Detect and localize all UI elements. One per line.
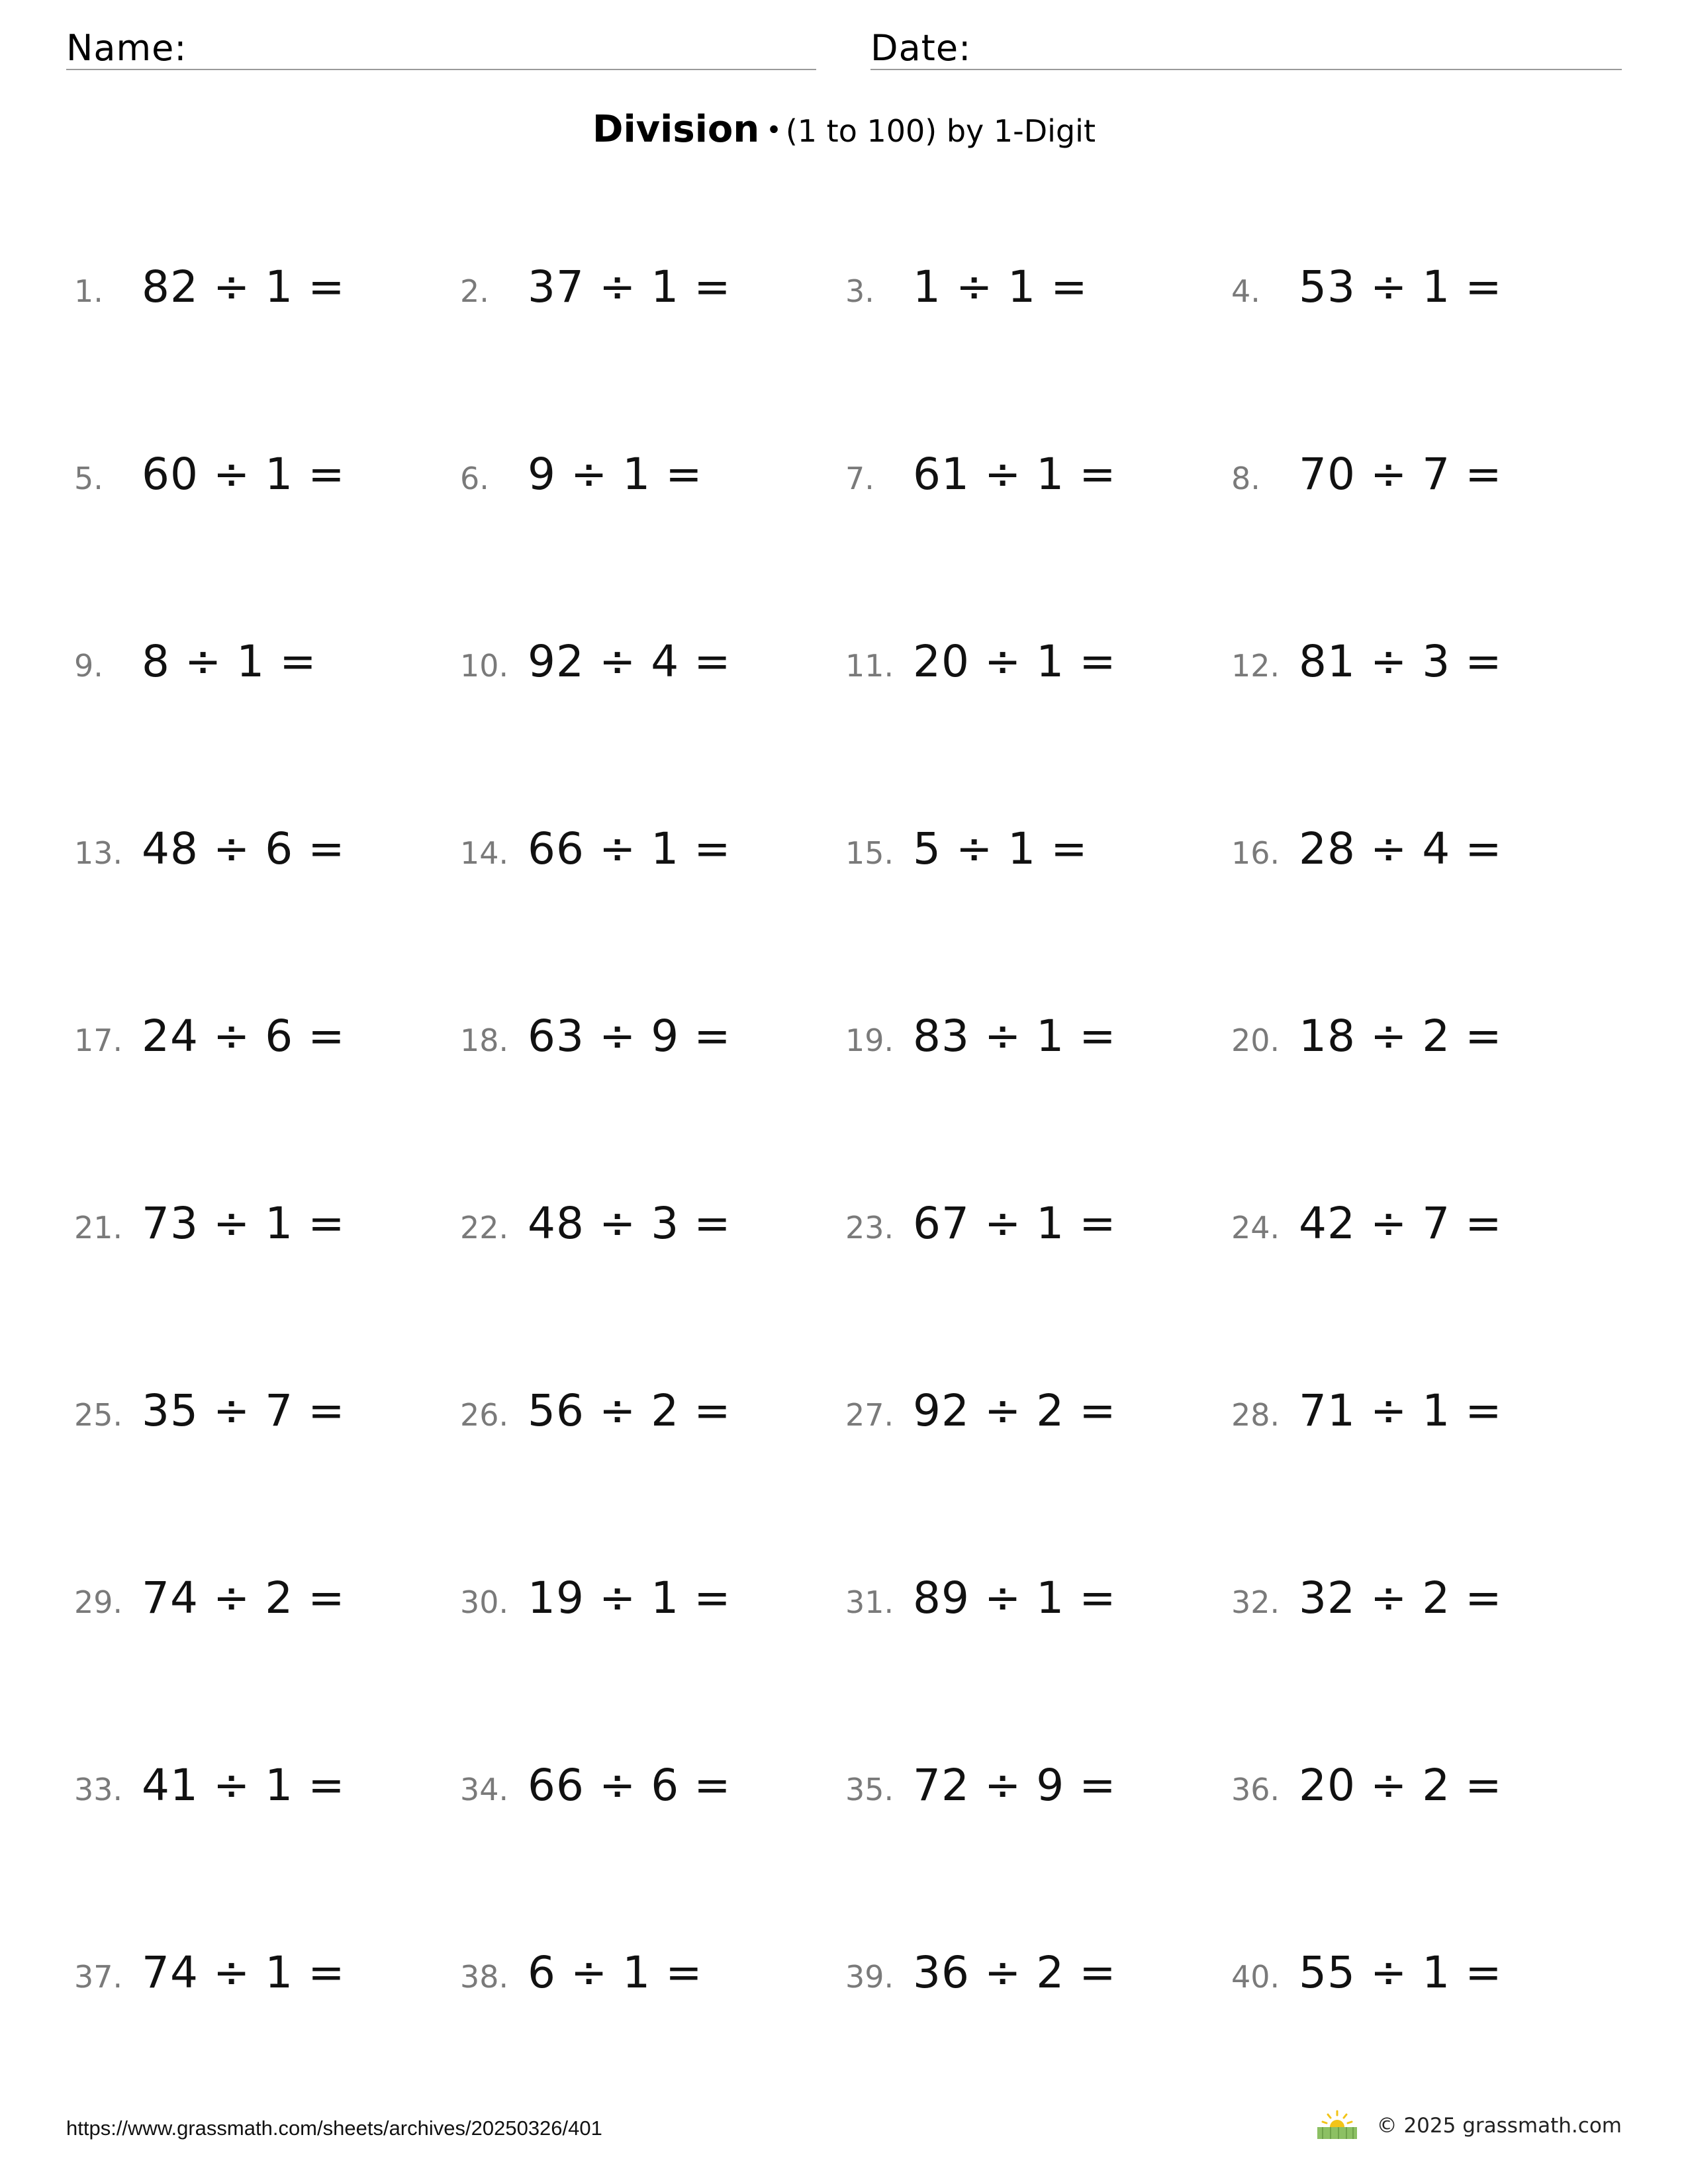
- problem-expression: 66 ÷ 1 =: [528, 823, 731, 874]
- problem-expression: 32 ÷ 2 =: [1299, 1572, 1503, 1623]
- problem-expression: 5 ÷ 1 =: [913, 823, 1088, 874]
- problem-expression: 83 ÷ 1 =: [913, 1011, 1117, 1062]
- problem-expression: 42 ÷ 7 =: [1299, 1198, 1503, 1249]
- problem-expression: 8 ÷ 1 =: [142, 636, 317, 687]
- problem-item: [845, 261, 1088, 328]
- problem-item: [1231, 1385, 1503, 1451]
- problem-number: 35.: [845, 1772, 894, 1807]
- problem-item: [845, 1947, 1117, 2013]
- problem-item: [1231, 1572, 1503, 1639]
- problem-number: 22.: [460, 1210, 509, 1246]
- problem-item: [1231, 1947, 1503, 2013]
- problem-expression: 53 ÷ 1 =: [1299, 261, 1503, 312]
- problem-item: [74, 636, 317, 702]
- problem-number: 32.: [1231, 1584, 1280, 1620]
- problem-expression: 48 ÷ 6 =: [142, 823, 346, 874]
- problem-expression: 74 ÷ 1 =: [142, 1947, 346, 1998]
- problem-item: [460, 1198, 731, 1264]
- problem-number: 40.: [1231, 1959, 1280, 1995]
- problem-item: [845, 1385, 1117, 1451]
- problem-item: [1231, 1011, 1503, 1077]
- problem-item: [1231, 1760, 1503, 1826]
- problem-expression: 1 ÷ 1 =: [913, 261, 1088, 312]
- problem-expression: 82 ÷ 1 =: [142, 261, 346, 312]
- problem-item: [845, 1198, 1117, 1264]
- problem-expression: 28 ÷ 4 =: [1299, 823, 1503, 874]
- problem-number: 5.: [74, 461, 103, 496]
- title-separator: •: [766, 115, 782, 146]
- problem-item: [845, 1011, 1117, 1077]
- problem-number: 4.: [1231, 273, 1260, 309]
- problem-expression: 81 ÷ 3 =: [1299, 636, 1503, 687]
- problem-expression: 6 ÷ 1 =: [528, 1947, 703, 1998]
- problem-number: 20.: [1231, 1023, 1280, 1058]
- problem-expression: 61 ÷ 1 =: [913, 449, 1117, 500]
- problem-item: [460, 1011, 731, 1077]
- problem-number: 3.: [845, 273, 874, 309]
- problem-item: [74, 1760, 346, 1826]
- problem-item: [74, 1198, 346, 1264]
- problem-number: 17.: [74, 1023, 123, 1058]
- problem-item: [1231, 261, 1503, 328]
- problem-number: 27.: [845, 1397, 894, 1433]
- problem-item: [74, 1947, 346, 2013]
- problem-expression: 41 ÷ 1 =: [142, 1760, 346, 1811]
- problem-number: 7.: [845, 461, 874, 496]
- problem-expression: 63 ÷ 9 =: [528, 1011, 731, 1062]
- name-label: Name:: [66, 27, 187, 69]
- problem-number: 34.: [460, 1772, 509, 1807]
- problem-item: [1231, 823, 1503, 889]
- problem-number: 2.: [460, 273, 489, 309]
- problem-item: [1231, 636, 1503, 702]
- problem-number: 24.: [1231, 1210, 1280, 1246]
- problem-expression: 24 ÷ 6 =: [142, 1011, 346, 1062]
- problem-expression: 55 ÷ 1 =: [1299, 1947, 1503, 1998]
- problem-expression: 72 ÷ 9 =: [913, 1760, 1117, 1811]
- problem-number: 37.: [74, 1959, 123, 1995]
- problem-number: 23.: [845, 1210, 894, 1246]
- sun-over-grass-icon: [1313, 2109, 1361, 2143]
- problem-expression: 74 ÷ 2 =: [142, 1572, 346, 1623]
- problem-item: [74, 261, 346, 328]
- problem-number: 26.: [460, 1397, 509, 1433]
- problem-number: 9.: [74, 648, 103, 684]
- problem-expression: 70 ÷ 7 =: [1299, 449, 1503, 500]
- problem-number: 11.: [845, 648, 894, 684]
- problem-expression: 73 ÷ 1 =: [142, 1198, 346, 1249]
- problem-expression: 35 ÷ 7 =: [142, 1385, 346, 1436]
- title-main: Division: [592, 108, 760, 151]
- problem-item: [845, 823, 1088, 889]
- problem-item: [74, 823, 346, 889]
- problem-expression: 92 ÷ 4 =: [528, 636, 731, 687]
- problem-number: 39.: [845, 1959, 894, 1995]
- problem-number: 29.: [74, 1584, 123, 1620]
- problem-number: 6.: [460, 461, 489, 496]
- problem-item: [1231, 449, 1503, 515]
- problem-expression: 66 ÷ 6 =: [528, 1760, 731, 1811]
- problem-number: 16.: [1231, 835, 1280, 871]
- problem-number: 15.: [845, 835, 894, 871]
- problem-expression: 19 ÷ 1 =: [528, 1572, 731, 1623]
- problem-number: 14.: [460, 835, 509, 871]
- problem-expression: 9 ÷ 1 =: [528, 449, 703, 500]
- problem-number: 33.: [74, 1772, 123, 1807]
- problem-expression: 20 ÷ 2 =: [1299, 1760, 1503, 1811]
- problem-expression: 71 ÷ 1 =: [1299, 1385, 1503, 1436]
- problem-item: [460, 1385, 731, 1451]
- problem-number: 36.: [1231, 1772, 1280, 1807]
- footer-url[interactable]: https://www.grassmath.com/sheets/archives/20250326/401: [66, 2116, 602, 2140]
- problem-number: 13.: [74, 835, 123, 871]
- problem-number: 30.: [460, 1584, 509, 1620]
- problem-number: 31.: [845, 1584, 894, 1620]
- problem-number: 28.: [1231, 1397, 1280, 1433]
- problem-item: [460, 261, 731, 328]
- problem-expression: 36 ÷ 2 =: [913, 1947, 1117, 1998]
- problem-item: [845, 449, 1117, 515]
- problem-item: [460, 823, 731, 889]
- problem-item: [460, 449, 703, 515]
- problem-number: 19.: [845, 1023, 894, 1058]
- problem-item: [460, 1760, 731, 1826]
- problem-expression: 37 ÷ 1 =: [528, 261, 731, 312]
- problem-expression: 56 ÷ 2 =: [528, 1385, 731, 1436]
- problem-item: [460, 1572, 731, 1639]
- date-label: Date:: [870, 27, 972, 69]
- problem-expression: 67 ÷ 1 =: [913, 1198, 1117, 1249]
- problem-expression: 92 ÷ 2 =: [913, 1385, 1117, 1436]
- problem-number: 10.: [460, 648, 509, 684]
- footer-branding: [1313, 2109, 1622, 2143]
- problem-item: [845, 636, 1117, 702]
- problem-expression: 89 ÷ 1 =: [913, 1572, 1117, 1623]
- problem-number: 12.: [1231, 648, 1280, 684]
- problem-number: 21.: [74, 1210, 123, 1246]
- title-subtitle: (1 to 100) by 1-Digit: [785, 113, 1096, 149]
- problem-number: 1.: [74, 273, 103, 309]
- problem-expression: 60 ÷ 1 =: [142, 449, 346, 500]
- problem-expression: 20 ÷ 1 =: [913, 636, 1117, 687]
- problem-item: [74, 1011, 346, 1077]
- problem-number: 8.: [1231, 461, 1260, 496]
- problem-expression: 18 ÷ 2 =: [1299, 1011, 1503, 1062]
- problem-item: [460, 636, 731, 702]
- problem-item: [460, 1947, 703, 2013]
- problem-number: 38.: [460, 1959, 509, 1995]
- problem-item: [74, 1572, 346, 1639]
- problem-item: [1231, 1198, 1503, 1264]
- problem-item: [845, 1572, 1117, 1639]
- problem-item: [74, 1385, 346, 1451]
- problem-item: [845, 1760, 1117, 1826]
- problem-number: 18.: [460, 1023, 509, 1058]
- problem-expression: 48 ÷ 3 =: [528, 1198, 731, 1249]
- problem-number: 25.: [74, 1397, 123, 1433]
- footer-copyright: © 2025 grassmath.com: [1376, 2114, 1622, 2138]
- problem-item: [74, 449, 346, 515]
